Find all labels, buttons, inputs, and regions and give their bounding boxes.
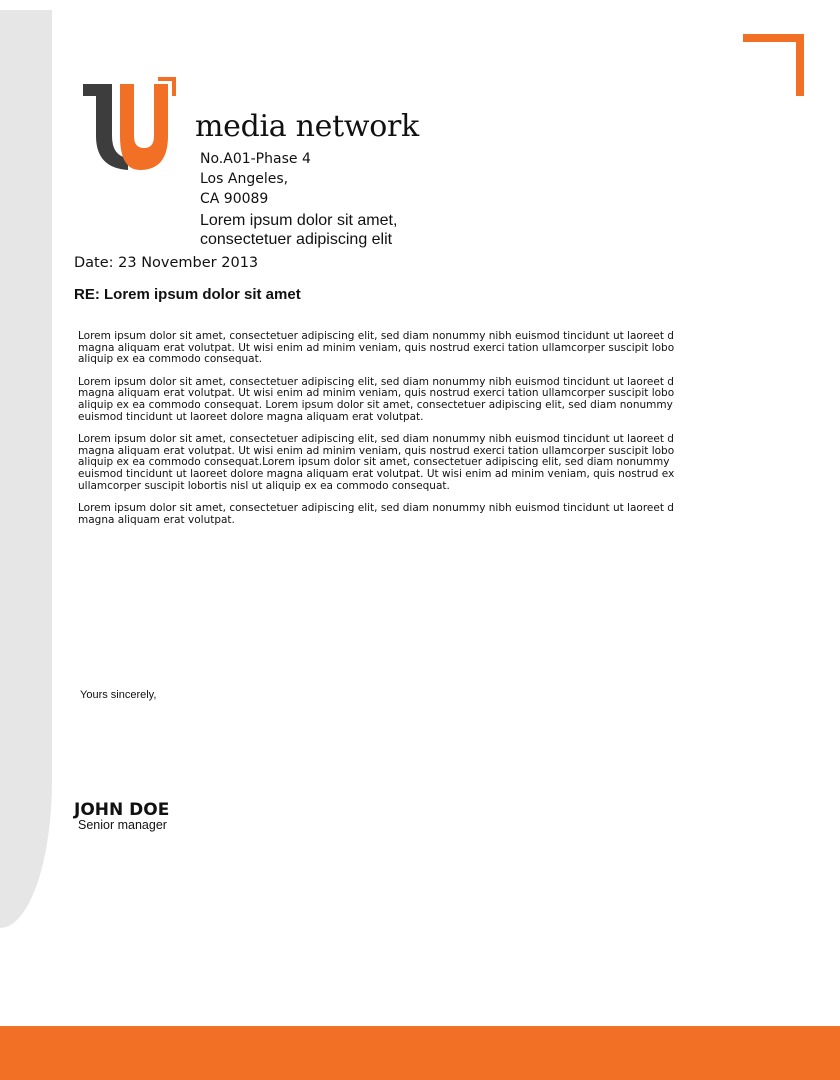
letter-date: Date: 23 November 2013 — [74, 255, 259, 271]
address-line-2: Los Angeles, — [200, 171, 289, 187]
tagline-line-2: consectetuer adipiscing elit — [200, 231, 393, 248]
company-tagline — [200, 211, 397, 249]
tagline-line-1: Lorem ipsum dolor sit amet, — [200, 212, 398, 229]
letter-subject: RE: Lorem ipsum dolor sit amet — [74, 286, 301, 303]
left-decorative-band — [0, 10, 52, 928]
signatory-title: Senior manager — [78, 818, 167, 832]
corner-bracket-decoration — [743, 34, 804, 96]
body-paragraph-3: Lorem ipsum dolor sit amet, consectetuer adipiscing elit, sed diam nonummy nibh euismod tincidunt ut laoreet d magna aliquam erat volutpat. Ut wisi enim ad minim veniam, quis nostrud exerci tation ullamcorper suscipit lobo aliquip ex ea commodo consequat.Lorem ipsum dolor sit amet, consectetuer adipiscing elit, sed diam nonummy euismod tincidunt ut laoreet dolore magna aliquam erat volutpat. Ut wisi enim ad minim veniam, quis nostrud ex ullamcorper suscipit lobortis nisl ut aliquip ex ea commodo consequat. — [78, 433, 675, 492]
footer-band — [0, 1026, 840, 1080]
address-line-3: CA 90089 — [200, 191, 269, 207]
company-name: media network — [195, 109, 419, 144]
company-address — [200, 149, 397, 249]
letter-closing: Yours sincerely, — [80, 689, 157, 701]
body-paragraph-4: Lorem ipsum dolor sit amet, consectetuer adipiscing elit, sed diam nonummy nibh euismod tincidunt ut laoreet d magna aliquam erat volutpat. — [78, 502, 674, 526]
signatory-name: JOHN DOE — [74, 800, 170, 820]
letter-body — [78, 331, 706, 537]
body-paragraph-2: Lorem ipsum dolor sit amet, consectetuer adipiscing elit, sed diam nonummy nibh euismod tincidunt ut laoreet d magna aliquam erat volutpat. Ut wisi enim ad minim veniam, quis nostrud exerci tation ullamcorper suscipit lobo aliquip ex ea commodo consequat. Lorem ipsum dolor sit amet, consectetuer adipiscing elit, sed diam nonummy euismod tincidunt ut laoreet dolore magna aliquam erat volutpat. — [78, 375, 675, 423]
body-paragraph-1: Lorem ipsum dolor sit amet, consectetuer adipiscing elit, sed diam nonummy nibh euismod tincidunt ut laoreet d magna aliquam erat volutpat. Ut wisi enim ad minim veniam, quis nostrud exerci tation ullamcorper suscipit lobo aliquip ex ea commodo consequat. — [78, 330, 675, 366]
address-line-1: No.A01-Phase 4 — [200, 151, 311, 167]
u-logo-icon — [80, 74, 180, 174]
